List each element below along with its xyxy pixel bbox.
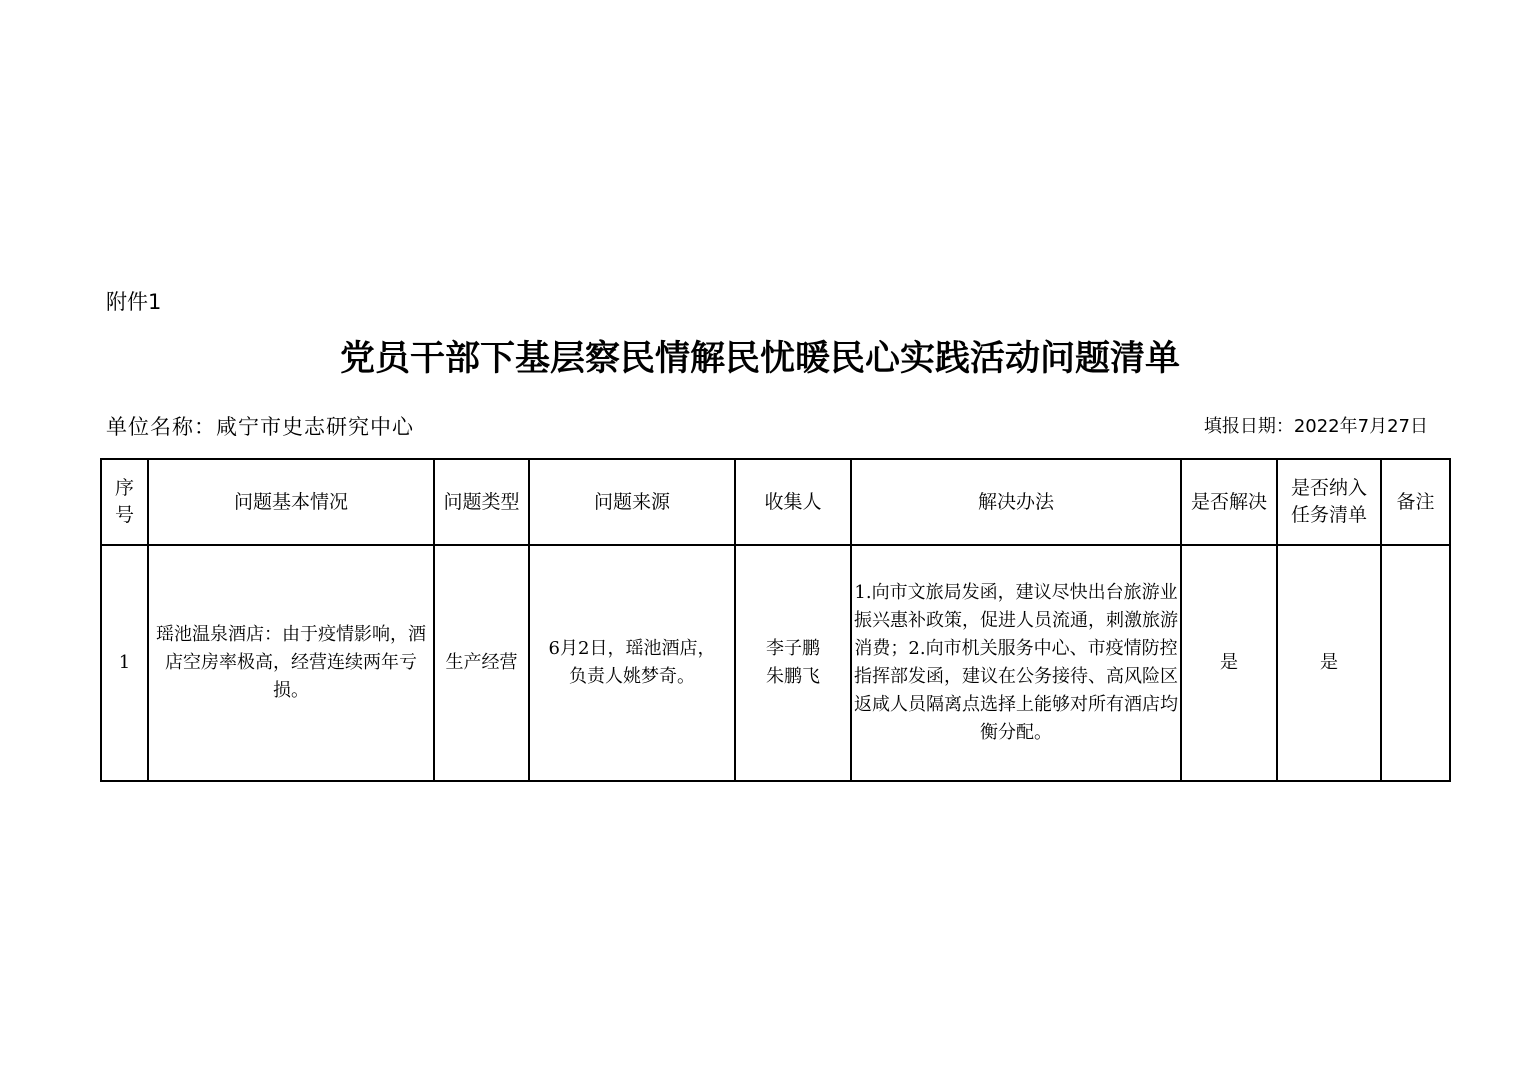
cell-remark <box>1381 545 1450 781</box>
issue-table <box>100 458 1451 782</box>
cell-type: 生产经营 <box>434 545 529 781</box>
attachment-label: 附件1 <box>106 290 162 314</box>
header-listed: 是否纳入任务清单 <box>1277 459 1381 545</box>
cell-collector: 李子鹏 朱鹏飞 <box>735 545 851 781</box>
report-date: 填报日期：2022年7月27日 <box>1203 416 1428 437</box>
cell-solution: 1.向市文旅局发函，建议尽快出台旅游业振兴惠补政策，促进人员流通，刺激旅游消费；2.向市机关服务中心、市疫情防控指挥部发函，建议在公务接待、高风险区返咸人员隔离点选择上能够对所有酒店均衡分配。 <box>851 545 1181 781</box>
cell-situation: 瑶池温泉酒店：由于疫情影响，酒店空房率极高，经营连续两年亏损。 <box>148 545 434 781</box>
header-collector: 收集人 <box>735 459 851 545</box>
cell-seq: 1 <box>101 545 148 781</box>
header-type: 问题类型 <box>434 459 529 545</box>
cell-resolved: 是 <box>1181 545 1277 781</box>
header-resolved: 是否解决 <box>1181 459 1277 545</box>
header-situation: 问题基本情况 <box>148 459 434 545</box>
cell-listed: 是 <box>1277 545 1381 781</box>
unit-name: 单位名称：咸宁市史志研究中心 <box>106 415 414 439</box>
header-remark: 备注 <box>1381 459 1450 545</box>
header-source: 问题来源 <box>529 459 735 545</box>
header-solution: 解决办法 <box>851 459 1181 545</box>
cell-source: 6月2日，瑶池酒店，负责人姚梦奇。 <box>529 545 735 781</box>
header-seq: 序号 <box>101 459 148 545</box>
document-title: 党员干部下基层察民情解民忧暖民心实践活动问题清单 <box>339 338 1180 379</box>
table-header-row <box>101 459 1450 545</box>
table-row <box>101 545 1450 781</box>
